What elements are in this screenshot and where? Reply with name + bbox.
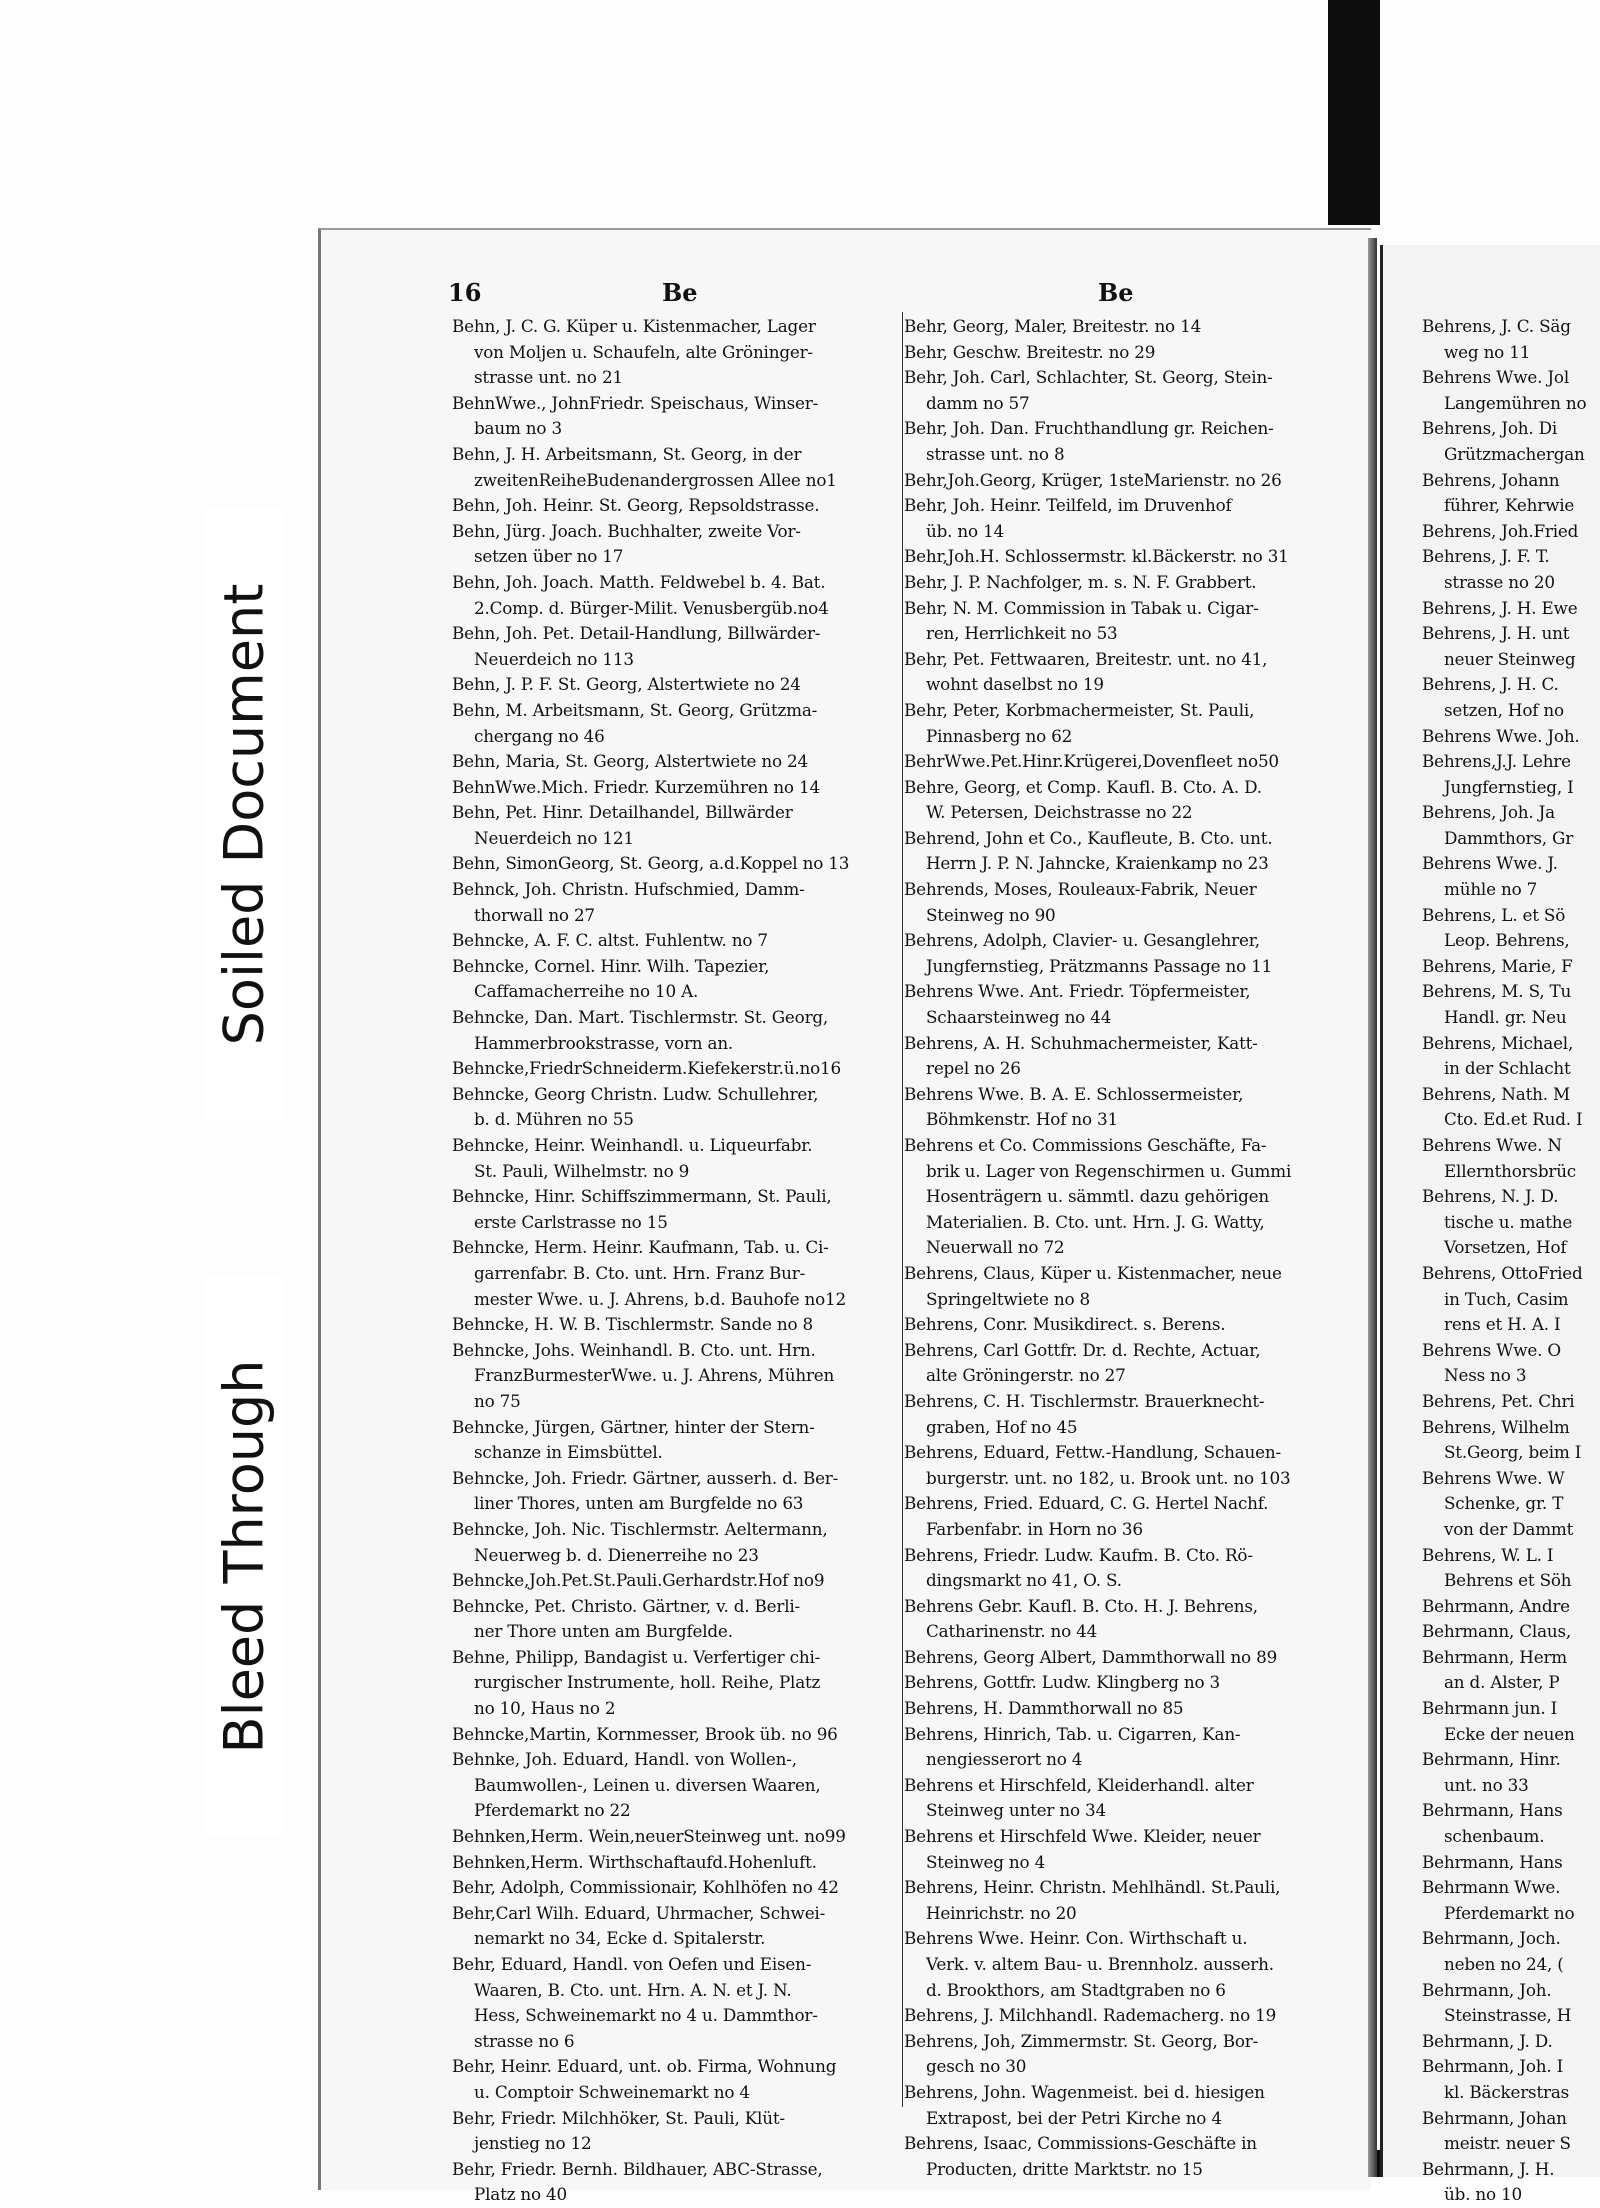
directory-line: Schenke, gr. T (1444, 1493, 1564, 1514)
directory-line: Behrmann, Hans (1422, 1851, 1563, 1872)
directory-line: FranzBurmesterWwe. u. J. Ahrens, Mühren (474, 1365, 835, 1386)
directory-line: BehnWwe.Mich. Friedr. Kurzemühren no 14 (452, 776, 820, 797)
soiled-document-label (204, 508, 284, 1120)
directory-line: Behrmann, Herm (1422, 1646, 1567, 1667)
directory-line: Behncke, Dan. Mart. Tischlermstr. St. Georg, (452, 1007, 829, 1028)
directory-line: Behrmann, Johan (1422, 2107, 1567, 2128)
directory-line: Behrmann, Andre (1422, 1595, 1570, 1616)
directory-line: Behrens, Hinrich, Tab. u. Cigarren, Kan- (904, 1723, 1241, 1744)
directory-line: Caffamacherreihe no 10 A. (474, 981, 699, 1002)
directory-line: Behrens, A. H. Schuhmachermeister, Katt- (904, 1032, 1258, 1053)
directory-line: Behrens, OttoFried (1422, 1262, 1583, 1283)
directory-line: Behn, Joh. Pet. Detail-Handlung, Billwärder- (452, 623, 821, 644)
directory-line: Steinweg unter no 34 (926, 1800, 1106, 1821)
directory-line: schenbaum. (1444, 1826, 1545, 1847)
directory-line: Behn, J. P. F. St. Georg, Alstertwiete no 24 (452, 674, 801, 695)
directory-line: strasse no 6 (474, 2030, 575, 2051)
directory-line: Vorsetzen, Hof (1444, 1237, 1567, 1258)
running-header-left: Be (662, 278, 698, 307)
directory-line: kl. Bäckerstras (1444, 2081, 1570, 2102)
directory-line: Steinstrasse, H (1444, 2005, 1572, 2026)
directory-line: rens et H. A. I (1444, 1314, 1561, 1335)
directory-line: Behnken,Herm. Wirthschaftaufd.Hohenluft. (452, 1851, 817, 1872)
directory-line: Behrens, Marie, F (1422, 955, 1573, 976)
directory-column-left (452, 314, 898, 2208)
directory-line: Behrens et Söh (1444, 1570, 1572, 1591)
directory-line: Behrmann Wwe. (1422, 1877, 1561, 1898)
directory-line: Behrmann, J. D. (1422, 2030, 1553, 2051)
directory-line: Producten, dritte Marktstr. no 15 (926, 2158, 1203, 2179)
directory-line: in der Schlacht (1444, 1058, 1571, 1079)
directory-line: Behrens, Joh, Zimmermstr. St. Georg, Bor- (904, 2030, 1259, 2051)
directory-line: Behncke, H. W. B. Tischlermstr. Sande no 8 (452, 1314, 813, 1335)
directory-line: graben, Hof no 45 (926, 1416, 1078, 1437)
directory-line: Neuerdeich no 113 (474, 648, 634, 669)
directory-line: Behrens, H. Dammthorwall no 85 (904, 1698, 1184, 1719)
directory-line: Catharinenstr. no 44 (926, 1621, 1098, 1642)
directory-line: Behncke, Cornel. Hinr. Wilh. Tapezier, (452, 955, 770, 976)
directory-line: Behrens,J.J. Lehre (1422, 751, 1571, 772)
directory-line: Behr,Joh.Georg, Krüger, 1steMarienstr. no 26 (904, 469, 1282, 490)
directory-line: Neuerwall no 72 (926, 1237, 1065, 1258)
directory-line: Behrens, J. H. unt (1422, 623, 1570, 644)
directory-line: Farbenfabr. in Horn no 36 (926, 1518, 1143, 1539)
directory-line: Ellernthorsbrüc (1444, 1160, 1577, 1181)
directory-line: Behrmann, Joch. (1422, 1928, 1561, 1949)
directory-line: weg no 11 (1444, 341, 1531, 362)
directory-line: neben no 24, ( (1444, 1954, 1564, 1974)
directory-line: Behrens, Conr. Musikdirect. s. Berens. (904, 1314, 1226, 1335)
directory-line: Behr, Joh. Dan. Fruchthandlung gr. Reichen- (904, 418, 1274, 439)
directory-line: rurgischer Instrumente, holl. Reihe, Platz (474, 1672, 821, 1693)
page-edge (1368, 238, 1377, 2177)
directory-line: Behn, J. H. Arbeitsmann, St. Georg, in der (452, 443, 802, 464)
directory-line: Behncke, Johs. Weinhandl. B. Cto. unt. Hrn. (452, 1339, 816, 1360)
directory-line: Steinweg no 4 (926, 1851, 1046, 1872)
directory-line: schanze in Eimsbüttel. (474, 1442, 663, 1463)
directory-line: Behr, Heinr. Eduard, unt. ob. Firma, Wohnung (452, 2056, 837, 2077)
directory-line: Behrens, J. H. Ewe (1422, 597, 1578, 618)
directory-line: Waaren, B. Cto. unt. Hrn. A. N. et J. N. (474, 1979, 792, 2000)
directory-line: u. Comptoir Schweinemarkt no 4 (474, 2081, 750, 2102)
directory-line: Behncke, Georg Christn. Ludw. Schullehrer, (452, 1083, 819, 1104)
directory-line: Behrends, Moses, Rouleaux-Fabrik, Neuer (904, 879, 1257, 900)
directory-line: Behncke,Joh.Pet.St.Pauli.Gerhardstr.Hof no9 (452, 1570, 825, 1591)
directory-line: Behn, M. Arbeitsmann, St. Georg, Grützma- (452, 699, 818, 720)
directory-line: Leop. Behrens, (1444, 930, 1570, 951)
directory-line: W. Petersen, Deichstrasse no 22 (926, 802, 1193, 823)
directory-line: mester Wwe. u. J. Ahrens, b.d. Bauhofe no12 (474, 1288, 846, 1309)
directory-line: Behr, Peter, Korbmachermeister, St. Pauli, (904, 699, 1255, 720)
directory-line: Behre, Georg, et Comp. Kaufl. B. Cto. A. D. (904, 776, 1262, 797)
directory-line: Behrens Wwe. N (1422, 1135, 1562, 1155)
directory-line: erste Carlstrasse no 15 (474, 1211, 668, 1232)
directory-line: Behnke, Joh. Eduard, Handl. von Wollen-, (452, 1749, 797, 1770)
directory-line: Pferdemarkt no (1444, 1902, 1575, 1923)
directory-line: Behrens Gebr. Kaufl. B. Cto. H. J. Behrens, (904, 1595, 1258, 1616)
directory-line: Behrens, Nath. M (1422, 1083, 1571, 1104)
directory-line: Behr, Adolph, Commissionair, Kohlhöfen no 42 (452, 1877, 839, 1898)
directory-line: Baumwollen-, Leinen u. diversen Waaren, (474, 1774, 821, 1795)
directory-line: Behrens Wwe. Joh. (1422, 725, 1580, 746)
directory-line: Behrmann, Hinr. (1422, 1749, 1561, 1770)
directory-line: Neuerweg b. d. Dienerreihe no 23 (474, 1544, 759, 1565)
directory-line: Behrens Wwe. J. (1422, 853, 1558, 874)
directory-line: gesch no 30 (926, 2056, 1027, 2077)
directory-line: Jungfernstieg, I (1444, 776, 1574, 797)
directory-line: Behrmann jun. I (1422, 1698, 1558, 1719)
directory-line: Ness no 3 (1444, 1365, 1527, 1386)
directory-line: garrenfabr. B. Cto. unt. Hrn. Franz Bur- (474, 1262, 806, 1283)
directory-line: Behrens, W. L. I (1422, 1544, 1554, 1565)
directory-line: wohnt daselbst no 19 (926, 674, 1104, 695)
directory-line: Behrens et Hirschfeld, Kleiderhandl. alter (904, 1774, 1254, 1795)
directory-line: St.Georg, beim I (1444, 1442, 1582, 1463)
directory-line: Behrens Wwe. Heinr. Con. Wirthschaft u. (904, 1928, 1248, 1949)
directory-line: Behrens Wwe. Ant. Friedr. Töpfermeister, (904, 981, 1251, 1002)
directory-line: Extrapost, bei der Petri Kirche no 4 (926, 2107, 1222, 2128)
directory-line: Behrens, M. S, Tu (1422, 981, 1572, 1002)
directory-line: d. Brookthors, am Stadtgraben no 6 (926, 1979, 1226, 2000)
directory-line: Behrens, Gottfr. Ludw. Klingberg no 3 (904, 1672, 1221, 1693)
directory-line: Behr, N. M. Commission in Tabak u. Cigar- (904, 597, 1259, 618)
directory-line: dingsmarkt no 41, O. S. (926, 1570, 1122, 1591)
column-divider (902, 312, 903, 2107)
directory-line: Steinweg no 90 (926, 904, 1056, 925)
directory-line: b. d. Mühren no 55 (474, 1109, 634, 1130)
directory-line: Platz no 40 (474, 2184, 567, 2205)
directory-line: Behr, Friedr. Bernh. Bildhauer, ABC-Strasse, (452, 2158, 823, 2179)
directory-line: Schaarsteinweg no 44 (926, 1007, 1112, 1028)
directory-line: Behrens, Joh. Ja (1422, 802, 1555, 823)
directory-line: Behrens, Georg Albert, Dammthorwall no 89 (904, 1646, 1278, 1667)
bleed-through-text: Bleed Through (212, 1359, 276, 1753)
directory-line: Behrens, J. Milchhandl. Rademacherg. no 19 (904, 2005, 1277, 2026)
directory-line: tische u. mathe (1444, 1211, 1573, 1232)
directory-line: Behrens, Michael, (1422, 1032, 1574, 1053)
directory-line: BehrWwe.Pet.Hinr.Krügerei,Dovenfleet no50 (904, 751, 1279, 772)
directory-column-right (904, 314, 1344, 2182)
directory-line: Grützmachergan (1444, 443, 1585, 464)
directory-line: Behrens, Heinr. Christn. Mehlhändl. St.Pauli, (904, 1877, 1281, 1898)
directory-line: strasse unt. no 8 (926, 443, 1065, 464)
soiled-document-text: Soiled Document (212, 583, 276, 1045)
directory-line: Behrens Wwe. Jol (1422, 367, 1569, 388)
directory-line: Behrens et Hirschfeld Wwe. Kleider, neuer (904, 1826, 1261, 1847)
directory-line: Hosenträgern u. sämmtl. dazu gehörigen (926, 1186, 1269, 1207)
directory-line: Behrmann, J. H. (1422, 2158, 1555, 2179)
directory-line: Heinrichstr. no 20 (926, 1902, 1077, 1923)
directory-line: Behrens, C. H. Tischlermstr. Brauerknecht- (904, 1390, 1265, 1411)
directory-line: Behrend, John et Co., Kaufleute, B. Cto. unt. (904, 827, 1273, 848)
directory-line: Pinnasberg no 62 (926, 725, 1073, 746)
directory-line: Behrens et Co. Commissions Geschäfte, Fa- (904, 1135, 1267, 1155)
directory-line: alte Gröningerstr. no 27 (926, 1365, 1126, 1386)
directory-line: führer, Kehrwie (1444, 495, 1575, 516)
directory-line: Behr, J. P. Nachfolger, m. s. N. F. Grabbert. (904, 571, 1257, 592)
directory-line: Hess, Schweinemarkt no 4 u. Dammthor- (474, 2005, 818, 2026)
directory-line: nemarkt no 34, Ecke d. Spitalerstr. (474, 1928, 766, 1949)
directory-line: strasse no 20 (1444, 571, 1555, 592)
running-header-right: Be (1098, 278, 1134, 307)
directory-line: Behrmann, Claus, (1422, 1621, 1572, 1642)
directory-line: üb. no 14 (926, 520, 1005, 541)
directory-line: Behn, Joh. Heinr. St. Georg, Repsoldstrasse. (452, 495, 820, 516)
directory-line: Behr, Eduard, Handl. von Oefen und Eisen- (452, 1954, 812, 1974)
directory-line: Behn, SimonGeorg, St. Georg, a.d.Koppel no 13 (452, 853, 850, 874)
directory-line: Behr,Joh.H. Schlossermstr. kl.Bäckerstr. no 31 (904, 546, 1289, 567)
directory-line: Behn, Maria, St. Georg, Alstertwiete no 24 (452, 751, 808, 772)
bleed-through-label (204, 1276, 284, 1836)
directory-line: baum no 3 (474, 418, 562, 439)
directory-line: Behrmann, Joh. I (1422, 2056, 1564, 2077)
directory-line: Behrens, L. et Sö (1422, 904, 1566, 925)
directory-line: Behrens, Isaac, Commissions-Geschäfte in (904, 2133, 1257, 2154)
directory-line: Behrens, Johann (1422, 469, 1560, 490)
directory-line: Böhmkenstr. Hof no 31 (926, 1109, 1118, 1130)
directory-line: Behrens Wwe. W (1422, 1467, 1565, 1488)
directory-line: Behn, Pet. Hinr. Detailhandel, Billwärder (452, 802, 793, 823)
directory-line: von der Dammt (1444, 1518, 1574, 1539)
directory-line: BehnWwe., JohnFriedr. Speischaus, Winser- (452, 392, 819, 413)
directory-line: ner Thore unten am Burgfelde. (474, 1621, 733, 1642)
directory-line: ren, Herrlichkeit no 53 (926, 623, 1118, 644)
directory-line: unt. no 33 (1444, 1774, 1529, 1795)
directory-line: in Tuch, Casim (1444, 1288, 1569, 1309)
directory-line: Behrens Wwe. B. A. E. Schlossermeister, (904, 1083, 1244, 1104)
directory-line: meistr. neuer S (1444, 2133, 1571, 2154)
directory-line: Behrens, J. C. Säg (1422, 316, 1571, 336)
directory-line: Behrens, Wilhelm (1422, 1416, 1570, 1437)
directory-line: Behrens, Friedr. Ludw. Kaufm. B. Cto. Rö- (904, 1544, 1253, 1565)
directory-line: üb. no 10 (1444, 2184, 1523, 2205)
directory-line: Behrens, John. Wagenmeist. bei d. hiesigen (904, 2081, 1265, 2102)
directory-line: Ecke der neuen (1444, 1723, 1575, 1744)
directory-line: Behrens, Adolph, Clavier- u. Gesanglehrer, (904, 930, 1260, 951)
directory-line: Springeltwiete no 8 (926, 1288, 1091, 1309)
directory-line: Behncke, Herm. Heinr. Kaufmann, Tab. u. Ci- (452, 1237, 829, 1258)
directory-line: Herrn J. P. N. Jahncke, Kraienkamp no 23 (926, 853, 1269, 874)
directory-line: Behncke, Pet. Christo. Gärtner, v. d. Berli- (452, 1595, 801, 1616)
directory-line: Behr, Georg, Maler, Breitestr. no 14 (904, 316, 1202, 336)
directory-line: Behn, Jürg. Joach. Buchhalter, zweite Vor- (452, 520, 801, 541)
directory-line: Cto. Ed.et Rud. I (1444, 1109, 1583, 1130)
directory-line: Behrens, N. J. D. (1422, 1186, 1559, 1207)
directory-line: liner Thores, unten am Burgfelde no 63 (474, 1493, 804, 1514)
directory-line: Behncke,FriedrSchneiderm.Kiefekerstr.ü.no16 (452, 1058, 841, 1079)
directory-line: Behne, Philipp, Bandagist u. Verfertiger chi- (452, 1646, 821, 1667)
directory-line: Behrens, J. H. C. (1422, 674, 1559, 695)
directory-line: Behr,Carl Wilh. Eduard, Uhrmacher, Schwei- (452, 1902, 826, 1923)
directory-line: chergang no 46 (474, 725, 605, 746)
directory-line: burgerstr. unt. no 182, u. Brook unt. no 103 (926, 1467, 1291, 1488)
directory-line: Neuerdeich no 121 (474, 827, 634, 848)
directory-line: Behr, Joh. Carl, Schlachter, St. Georg, Stein- (904, 367, 1273, 388)
directory-line: Behrens, Fried. Eduard, C. G. Hertel Nachf. (904, 1493, 1269, 1514)
directory-line: Behrens, Pet. Chri (1422, 1390, 1575, 1411)
directory-line: Behnken,Herm. Wein,neuerSteinweg unt. no99 (452, 1826, 846, 1847)
directory-line: Behrens Wwe. O (1422, 1339, 1561, 1360)
directory-line: Behnck, Joh. Christn. Hufschmied, Damm- (452, 879, 805, 900)
directory-line: Handl. gr. Neu (1444, 1007, 1567, 1028)
directory-line: Behncke, Joh. Friedr. Gärtner, ausserh. d. Ber- (452, 1467, 839, 1488)
directory-line: Materialien. B. Cto. unt. Hrn. J. G. Watty, (926, 1211, 1265, 1232)
directory-line: Pferdemarkt no 22 (474, 1800, 631, 1821)
directory-line: thorwall no 27 (474, 904, 595, 925)
directory-line: Langemühren no (1444, 392, 1587, 413)
directory-line: Behn, J. C. G. Küper u. Kistenmacher, Lager (452, 316, 816, 336)
directory-line: no 75 (474, 1390, 521, 1411)
directory-line: mühle no 7 (1444, 879, 1538, 900)
directory-line: Behncke, Hinr. Schiffszimmermann, St. Pauli, (452, 1186, 832, 1207)
directory-line: Dammthors, Gr (1444, 827, 1574, 848)
directory-line: Behrens, J. F. T. (1422, 546, 1550, 567)
directory-line: Behrens, Eduard, Fettw.-Handlung, Schauen- (904, 1442, 1281, 1463)
directory-line: Behrmann, Joh. (1422, 1979, 1552, 2000)
directory-line: Behrmann, Hans (1422, 1800, 1563, 1821)
scan-border (1328, 0, 1380, 225)
directory-line: repel no 26 (926, 1058, 1021, 1079)
directory-line: Behrens, Joh. Di (1422, 418, 1558, 439)
directory-line: neuer Steinweg (1444, 648, 1576, 669)
directory-line: zweitenReiheBudenandergrossen Allee no1 (474, 469, 837, 490)
directory-line: setzen, Hof no (1444, 699, 1564, 720)
directory-line: strasse unt. no 21 (474, 367, 623, 388)
directory-column-next-page (1422, 314, 1600, 2208)
directory-line: brik u. Lager von Regenschirmen u. Gummi (926, 1160, 1292, 1181)
directory-line: Jungfernstieg, Prätzmanns Passage no 11 (926, 955, 1273, 976)
directory-line: 2.Comp. d. Bürger-Milit. Venusbergüb.no4 (474, 597, 829, 618)
directory-line: Behncke, Heinr. Weinhandl. u. Liqueurfabr. (452, 1135, 813, 1155)
directory-line: an d. Alster, P (1444, 1672, 1560, 1693)
directory-line: von Moljen u. Schaufeln, alte Gröninger- (474, 341, 813, 362)
directory-line: Behncke, A. F. C. altst. Fuhlentw. no 7 (452, 930, 768, 951)
directory-line: Behrens, Joh.Fried (1422, 520, 1579, 541)
directory-line: Behr, Pet. Fettwaaren, Breitestr. unt. no 41, (904, 648, 1268, 669)
directory-line: no 10, Haus no 2 (474, 1698, 616, 1719)
directory-line: jenstieg no 12 (474, 2133, 592, 2154)
directory-line: Behn, Joh. Joach. Matth. Feldwebel b. 4. Bat. (452, 571, 826, 592)
directory-line: Verk. v. altem Bau- u. Brennholz. ausserh. (926, 1954, 1274, 1974)
directory-line: setzen über no 17 (474, 546, 624, 567)
directory-line: Behrens, Carl Gottfr. Dr. d. Rechte, Actuar, (904, 1339, 1261, 1360)
directory-line: Behr, Geschw. Breitestr. no 29 (904, 341, 1156, 362)
directory-line: Behr, Joh. Heinr. Teilfeld, im Druvenhof (904, 495, 1232, 516)
directory-line: St. Pauli, Wilhelmstr. no 9 (474, 1160, 690, 1181)
page-number: 16 (448, 278, 482, 307)
directory-line: Behr, Friedr. Milchhöker, St. Pauli, Klüt- (452, 2107, 785, 2128)
directory-line: Behrens, Claus, Küper u. Kistenmacher, neue (904, 1262, 1282, 1283)
directory-line: Hammerbrookstrasse, vorn an. (474, 1032, 734, 1053)
directory-line: Behncke,Martin, Kornmesser, Brook üb. no 96 (452, 1723, 838, 1744)
directory-line: nengiesserort no 4 (926, 1749, 1083, 1770)
directory-line: damm no 57 (926, 392, 1030, 413)
directory-line: Behncke, Jürgen, Gärtner, hinter der Stern- (452, 1416, 815, 1437)
directory-line: Behncke, Joh. Nic. Tischlermstr. Aeltermann, (452, 1518, 828, 1539)
